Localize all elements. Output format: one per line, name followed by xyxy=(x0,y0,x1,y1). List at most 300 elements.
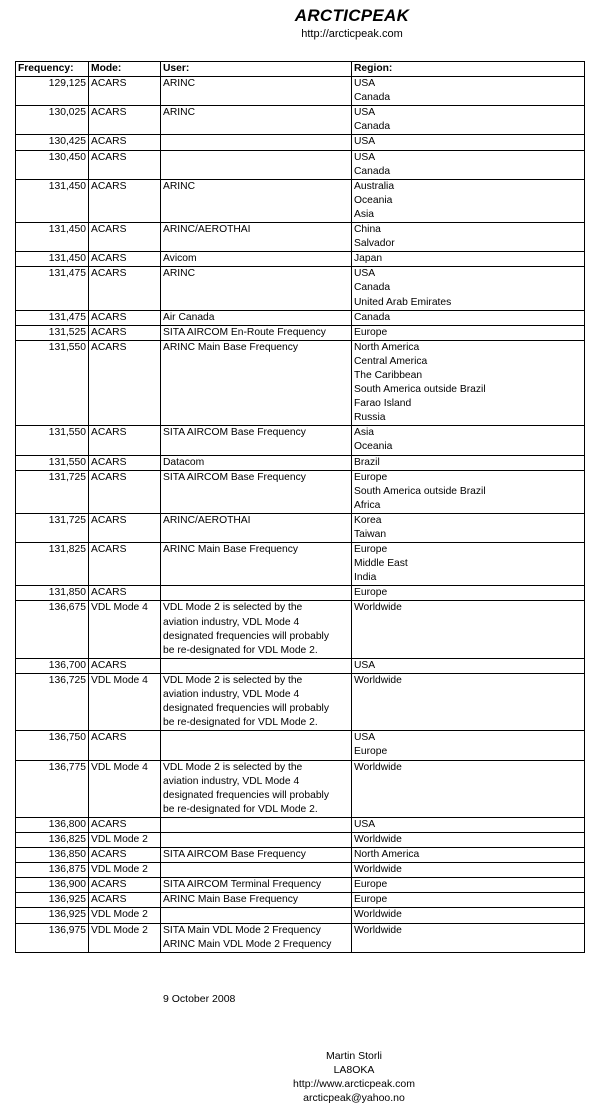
user-cell xyxy=(161,150,352,179)
region-cell-line: Europe xyxy=(354,894,388,906)
mode-cell-line: ACARS xyxy=(91,151,127,163)
region-cell-line: Europe xyxy=(354,326,388,338)
mode-cell xyxy=(89,863,161,878)
region-cell-line: China xyxy=(354,224,381,236)
frequency-cell-line: 131,525 xyxy=(48,326,86,338)
table-row xyxy=(16,832,585,847)
region-cell-line: Worldwide xyxy=(354,602,402,614)
table-row xyxy=(16,223,585,252)
document-date: 9 October 2008 xyxy=(163,993,236,1005)
mode-cell-line: ACARS xyxy=(91,341,127,353)
table-row xyxy=(16,426,585,455)
region-cell-line: The Caribbean xyxy=(354,369,423,381)
user-cell xyxy=(161,179,352,222)
frequency-cell xyxy=(16,832,89,847)
mode-cell-line: ACARS xyxy=(91,544,127,556)
table-row xyxy=(16,731,585,760)
region-cell-line: Canada xyxy=(354,92,391,104)
region-cell-line: Salvador xyxy=(354,238,395,250)
user-cell xyxy=(161,760,352,817)
mode-cell xyxy=(89,77,161,106)
user-cell-line: Avicom xyxy=(163,253,197,265)
mode-cell-line: ACARS xyxy=(91,78,127,90)
mode-cell-line: ACARS xyxy=(91,136,127,148)
user-cell xyxy=(161,310,352,325)
mode-cell-line: ACARS xyxy=(91,180,127,192)
user-cell xyxy=(161,252,352,267)
region-cell-line: Canada xyxy=(354,165,391,177)
table-row xyxy=(16,267,585,310)
user-cell xyxy=(161,601,352,658)
mode-cell-line: VDL Mode 2 xyxy=(91,833,148,845)
mode-cell-line: ACARS xyxy=(91,107,127,119)
user-cell-line: designated frequencies will probably xyxy=(163,789,329,801)
frequency-cell xyxy=(16,310,89,325)
user-cell xyxy=(161,325,352,340)
mode-cell xyxy=(89,673,161,730)
region-cell-line: USA xyxy=(354,268,376,280)
region-cell xyxy=(352,878,585,893)
region-cell-line: South America outside Brazil xyxy=(354,384,486,396)
region-cell-line: USA xyxy=(354,818,376,830)
header-frequency: Frequency: xyxy=(16,62,89,77)
user-cell xyxy=(161,817,352,832)
author-name: Martin Storli xyxy=(325,1050,382,1062)
region-cell xyxy=(352,470,585,513)
mode-cell-line: ACARS xyxy=(91,514,127,526)
user-cell xyxy=(161,77,352,106)
mode-cell-line: VDL Mode 2 xyxy=(91,924,148,936)
region-cell-line: Taiwan xyxy=(354,529,387,540)
region-cell xyxy=(352,513,585,542)
user-cell xyxy=(161,340,352,426)
user-cell-line: SITA Main VDL Mode 2 Frequency xyxy=(163,924,321,936)
frequency-cell xyxy=(16,760,89,817)
user-cell-line: ARINC xyxy=(163,107,196,119)
region-cell xyxy=(352,252,585,267)
mode-cell-line: ACARS xyxy=(91,311,127,323)
frequency-cell-line: 131,825 xyxy=(48,544,86,556)
mode-cell xyxy=(89,513,161,542)
frequency-cell-line: 130,025 xyxy=(48,107,86,119)
frequency-cell-line: 131,475 xyxy=(48,268,86,280)
user-cell-line: SITA AIRCOM Base Frequency xyxy=(163,471,306,483)
mode-cell xyxy=(89,426,161,455)
user-cell-line: SITA AIRCOM Base Frequency xyxy=(163,427,306,439)
author-website[interactable]: http://www.arcticpeak.com xyxy=(293,1078,415,1090)
frequency-cell xyxy=(16,340,89,426)
user-cell xyxy=(161,586,352,601)
mode-cell xyxy=(89,179,161,222)
user-cell-line: VDL Mode 2 is selected by the xyxy=(163,761,303,773)
user-cell-line: aviation industry, VDL Mode 4 xyxy=(163,689,300,701)
mode-cell xyxy=(89,252,161,267)
user-cell-line: ARINC xyxy=(163,180,196,192)
region-cell-line: Worldwide xyxy=(354,674,402,686)
region-cell xyxy=(352,267,585,310)
region-cell xyxy=(352,893,585,908)
frequency-cell-line: 131,450 xyxy=(48,253,86,265)
mode-cell xyxy=(89,878,161,893)
frequency-cell-line: 136,725 xyxy=(48,674,86,686)
user-cell xyxy=(161,470,352,513)
table-row xyxy=(16,325,585,340)
frequency-cell xyxy=(16,893,89,908)
frequency-cell-line: 136,775 xyxy=(48,761,86,773)
user-cell xyxy=(161,543,352,586)
mode-cell xyxy=(89,310,161,325)
user-cell xyxy=(161,731,352,760)
frequency-cell xyxy=(16,455,89,470)
frequency-cell-line: 136,925 xyxy=(48,894,86,906)
mode-cell-line: VDL Mode 2 xyxy=(91,864,148,876)
mode-cell-line: ACARS xyxy=(91,659,127,671)
table-row xyxy=(16,150,585,179)
frequency-cell xyxy=(16,673,89,730)
frequency-cell xyxy=(16,863,89,878)
region-cell xyxy=(352,340,585,426)
region-cell-line: USA xyxy=(354,78,376,90)
header-mode: Mode: xyxy=(89,62,161,77)
frequency-cell xyxy=(16,325,89,340)
user-cell-line: ARINC Main Base Frequency xyxy=(163,544,299,556)
table-row xyxy=(16,455,585,470)
user-cell-line: SITA AIRCOM En-Route Frequency xyxy=(163,326,326,338)
region-cell-line: Worldwide xyxy=(354,864,402,876)
user-cell-line: ARINC xyxy=(163,268,196,280)
user-cell xyxy=(161,513,352,542)
mode-cell-line: ACARS xyxy=(91,456,127,468)
user-cell xyxy=(161,878,352,893)
region-cell-line: Russia xyxy=(354,412,386,424)
region-cell-line: Worldwide xyxy=(354,909,402,921)
user-cell-line: designated frequencies will probably xyxy=(163,703,329,715)
frequency-table xyxy=(15,61,585,953)
mode-cell xyxy=(89,325,161,340)
table-row xyxy=(16,658,585,673)
mode-cell xyxy=(89,543,161,586)
region-cell-line: Europe xyxy=(354,587,388,599)
frequency-cell xyxy=(16,923,89,952)
frequency-cell-line: 131,550 xyxy=(48,427,86,439)
mode-cell xyxy=(89,893,161,908)
frequency-cell xyxy=(16,77,89,106)
region-cell-line: Farao Island xyxy=(354,398,412,410)
frequency-cell xyxy=(16,601,89,658)
region-cell-line: North America xyxy=(354,849,420,861)
region-cell-line: Europe xyxy=(354,544,388,556)
table-row xyxy=(16,135,585,150)
user-cell xyxy=(161,673,352,730)
table-row xyxy=(16,848,585,863)
frequency-cell xyxy=(16,658,89,673)
header-region: Region: xyxy=(352,62,585,77)
region-cell-line: Japan xyxy=(354,253,383,265)
table-row xyxy=(16,863,585,878)
frequency-cell-line: 131,550 xyxy=(48,341,86,353)
mode-cell xyxy=(89,908,161,923)
mode-cell xyxy=(89,150,161,179)
region-cell xyxy=(352,223,585,252)
frequency-cell-line: 131,725 xyxy=(48,514,86,526)
user-cell xyxy=(161,135,352,150)
region-cell xyxy=(352,863,585,878)
region-cell-line: India xyxy=(354,572,377,584)
user-cell-line: VDL Mode 2 is selected by the xyxy=(163,674,303,686)
region-cell-line: Brazil xyxy=(354,456,380,468)
mode-cell xyxy=(89,848,161,863)
region-cell xyxy=(352,179,585,222)
frequency-cell xyxy=(16,106,89,135)
region-cell xyxy=(352,310,585,325)
region-cell-line: Canada xyxy=(354,282,391,294)
table-row xyxy=(16,252,585,267)
mode-cell xyxy=(89,470,161,513)
mode-cell xyxy=(89,832,161,847)
region-cell xyxy=(352,848,585,863)
frequency-cell-line: 131,475 xyxy=(48,311,86,323)
frequency-cell xyxy=(16,731,89,760)
user-cell-line: ARINC/AEROTHAI xyxy=(163,224,251,236)
region-cell-line: Central America xyxy=(354,355,428,367)
frequency-cell-line: 130,425 xyxy=(48,136,86,148)
frequency-cell-line: 136,900 xyxy=(48,879,86,891)
mode-cell-line: VDL Mode 4 xyxy=(91,761,148,773)
region-cell xyxy=(352,543,585,586)
frequency-cell-line: 131,450 xyxy=(48,180,86,192)
region-cell-line: Middle East xyxy=(354,558,408,570)
mode-cell-line: ACARS xyxy=(91,471,127,483)
table-row xyxy=(16,586,585,601)
mode-cell xyxy=(89,267,161,310)
user-cell xyxy=(161,658,352,673)
user-cell-line: ARINC Main Base Frequency xyxy=(163,341,299,353)
table-row xyxy=(16,923,585,952)
mode-cell-line: ACARS xyxy=(91,879,127,891)
region-cell-line: North America xyxy=(354,341,420,353)
region-cell xyxy=(352,673,585,730)
table-row xyxy=(16,601,585,658)
user-cell-line: be re-designated for VDL Mode 2. xyxy=(163,803,318,815)
frequency-cell xyxy=(16,908,89,923)
region-cell-line: USA xyxy=(354,732,376,744)
mode-cell xyxy=(89,135,161,150)
region-cell-line: Worldwide xyxy=(354,833,402,845)
region-cell-line: Europe xyxy=(354,746,388,758)
table-header-row xyxy=(16,62,585,77)
region-cell-line: United Arab Emirates xyxy=(354,296,452,308)
region-cell xyxy=(352,106,585,135)
region-cell-line: Asia xyxy=(354,427,375,439)
region-cell-line: Worldwide xyxy=(354,924,402,936)
region-cell xyxy=(352,832,585,847)
region-cell xyxy=(352,135,585,150)
frequency-cell xyxy=(16,267,89,310)
table-row xyxy=(16,543,585,586)
region-cell-line: Canada xyxy=(354,311,391,323)
frequency-cell-line: 136,800 xyxy=(48,818,86,830)
table-body xyxy=(16,77,585,953)
frequency-cell-line: 136,875 xyxy=(48,864,86,876)
user-cell-line: ARINC xyxy=(163,78,196,90)
frequency-cell-line: 131,725 xyxy=(48,471,86,483)
frequency-cell xyxy=(16,586,89,601)
mode-cell-line: ACARS xyxy=(91,587,127,599)
frequency-cell xyxy=(16,179,89,222)
region-cell xyxy=(352,731,585,760)
table-row xyxy=(16,470,585,513)
mode-cell xyxy=(89,586,161,601)
region-cell xyxy=(352,426,585,455)
user-cell-line: Air Canada xyxy=(163,311,215,323)
region-cell xyxy=(352,325,585,340)
region-cell xyxy=(352,77,585,106)
mode-cell xyxy=(89,923,161,952)
frequency-cell-line: 129,125 xyxy=(48,78,86,90)
frequency-cell-line: 136,675 xyxy=(48,602,86,614)
region-cell-line: USA xyxy=(354,151,376,163)
region-cell xyxy=(352,658,585,673)
user-cell xyxy=(161,223,352,252)
mode-cell-line: ACARS xyxy=(91,894,127,906)
region-cell-line: Europe xyxy=(354,879,388,891)
region-cell-line: Canada xyxy=(354,121,391,133)
user-cell-line: aviation industry, VDL Mode 4 xyxy=(163,775,300,787)
table-row xyxy=(16,817,585,832)
website-url[interactable]: http://arcticpeak.com xyxy=(301,28,403,40)
mode-cell-line: ACARS xyxy=(91,849,127,861)
table-row xyxy=(16,77,585,106)
user-cell-line: be re-designated for VDL Mode 2. xyxy=(163,644,318,656)
region-cell-line: Oceania xyxy=(354,194,393,206)
frequency-cell-line: 131,450 xyxy=(48,224,86,236)
mode-cell-line: ACARS xyxy=(91,326,127,338)
frequency-cell xyxy=(16,848,89,863)
mode-cell xyxy=(89,601,161,658)
frequency-cell-line: 136,925 xyxy=(48,909,86,921)
table-row xyxy=(16,760,585,817)
callsign: LA8OKA xyxy=(333,1064,375,1076)
document-title: ARCTICPEAK xyxy=(294,6,410,25)
header-user: User: xyxy=(161,62,352,77)
region-cell-line: South America outside Brazil xyxy=(354,485,486,497)
table-row xyxy=(16,908,585,923)
region-cell xyxy=(352,908,585,923)
mode-cell-line: VDL Mode 4 xyxy=(91,602,148,614)
mode-cell xyxy=(89,658,161,673)
region-cell xyxy=(352,760,585,817)
user-cell-line: designated frequencies will probably xyxy=(163,630,329,642)
frequency-cell-line: 136,825 xyxy=(48,833,86,845)
region-cell xyxy=(352,150,585,179)
table-row xyxy=(16,340,585,426)
user-cell-line: VDL Mode 2 is selected by the xyxy=(163,602,303,614)
user-cell-line: SITA AIRCOM Terminal Frequency xyxy=(163,879,322,891)
mode-cell-line: ACARS xyxy=(91,732,127,744)
table-row xyxy=(16,893,585,908)
table-row xyxy=(16,179,585,222)
mode-cell xyxy=(89,760,161,817)
table-row xyxy=(16,310,585,325)
region-cell-line: USA xyxy=(354,659,376,671)
mode-cell-line: ACARS xyxy=(91,253,127,265)
user-cell-line: be re-designated for VDL Mode 2. xyxy=(163,717,318,729)
frequency-cell-line: 136,700 xyxy=(48,659,86,671)
frequency-cell-line: 130,450 xyxy=(48,151,86,163)
user-cell-line: ARINC Main Base Frequency xyxy=(163,894,299,906)
region-cell xyxy=(352,817,585,832)
mode-cell xyxy=(89,455,161,470)
region-cell xyxy=(352,455,585,470)
table-row xyxy=(16,673,585,730)
user-cell xyxy=(161,848,352,863)
user-cell-line: SITA AIRCOM Base Frequency xyxy=(163,849,306,861)
table-row xyxy=(16,106,585,135)
region-cell-line: Korea xyxy=(354,514,382,526)
frequency-cell xyxy=(16,817,89,832)
author-email[interactable]: arcticpeak@yahoo.no xyxy=(303,1092,405,1104)
frequency-cell-line: 136,750 xyxy=(48,732,86,744)
frequency-cell xyxy=(16,878,89,893)
region-cell-line: USA xyxy=(354,136,376,148)
mode-cell xyxy=(89,817,161,832)
frequency-cell-line: 131,850 xyxy=(48,587,86,599)
frequency-cell xyxy=(16,513,89,542)
region-cell-line: Europe xyxy=(354,471,388,483)
frequency-cell xyxy=(16,135,89,150)
mode-cell-line: VDL Mode 2 xyxy=(91,909,148,921)
frequency-cell xyxy=(16,543,89,586)
frequency-cell xyxy=(16,426,89,455)
frequency-cell-line: 136,850 xyxy=(48,849,86,861)
region-cell xyxy=(352,923,585,952)
user-cell xyxy=(161,426,352,455)
user-cell xyxy=(161,923,352,952)
user-cell xyxy=(161,455,352,470)
region-cell-line: Oceania xyxy=(354,441,393,453)
user-cell xyxy=(161,267,352,310)
user-cell xyxy=(161,893,352,908)
mode-cell-line: ACARS xyxy=(91,268,127,280)
user-cell-line: Datacom xyxy=(163,456,205,468)
user-cell xyxy=(161,106,352,135)
mode-cell-line: ACARS xyxy=(91,224,127,236)
frequency-cell xyxy=(16,223,89,252)
region-cell-line: Australia xyxy=(354,180,395,192)
region-cell-line: Worldwide xyxy=(354,761,402,773)
table-row xyxy=(16,513,585,542)
frequency-cell xyxy=(16,150,89,179)
mode-cell xyxy=(89,340,161,426)
mode-cell xyxy=(89,223,161,252)
table-row xyxy=(16,878,585,893)
region-cell-line: Africa xyxy=(354,499,381,511)
mode-cell xyxy=(89,731,161,760)
region-cell xyxy=(352,601,585,658)
region-cell-line: USA xyxy=(354,107,376,119)
mode-cell-line: VDL Mode 4 xyxy=(91,674,148,686)
user-cell xyxy=(161,908,352,923)
user-cell-line: ARINC/AEROTHAI xyxy=(163,514,251,526)
user-cell-line: ARINC Main VDL Mode 2 Frequency xyxy=(163,938,332,950)
frequency-cell xyxy=(16,252,89,267)
frequency-cell-line: 131,550 xyxy=(48,456,86,468)
user-cell xyxy=(161,863,352,878)
mode-cell-line: ACARS xyxy=(91,818,127,830)
region-cell xyxy=(352,586,585,601)
mode-cell xyxy=(89,106,161,135)
signature-block xyxy=(254,1049,454,1105)
